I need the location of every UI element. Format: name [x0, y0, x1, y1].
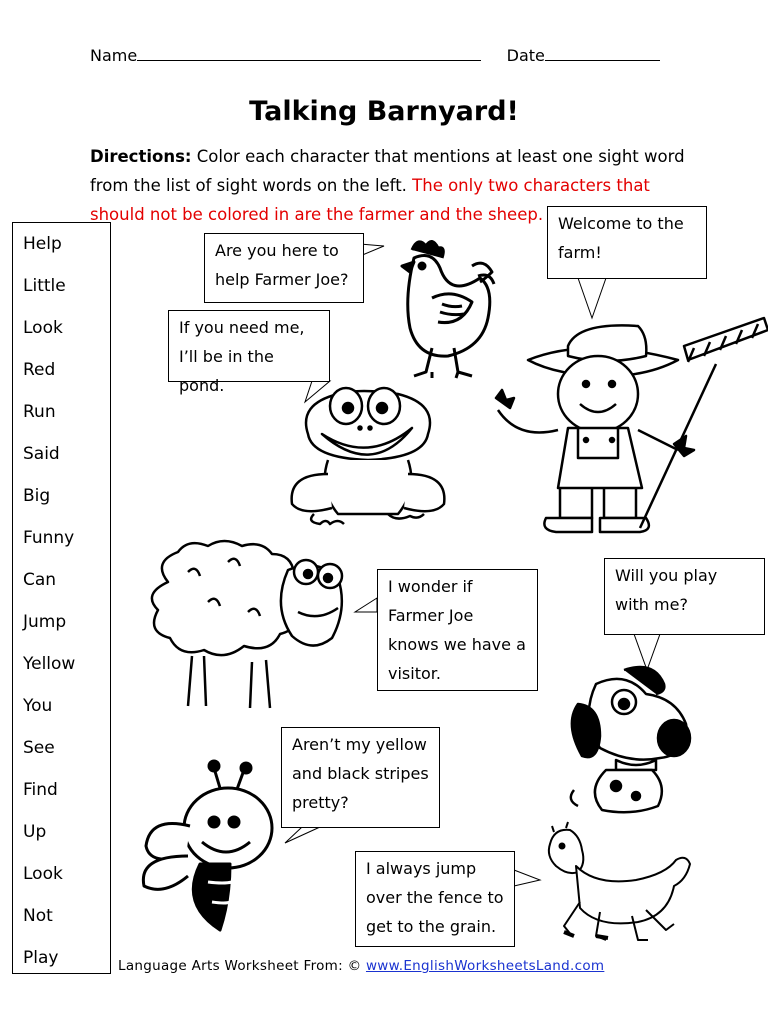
sight-word: Help — [23, 234, 62, 254]
directions-label: Directions: — [90, 147, 192, 166]
sight-word: Funny — [23, 528, 75, 548]
page-title: Talking Barnyard! — [249, 96, 519, 127]
bee-bubble: Aren’t my yellow and black stripes pretty? — [281, 727, 440, 828]
farmer-bubble-tail — [578, 278, 606, 318]
sight-word: You — [23, 696, 53, 716]
farmer-icon — [488, 318, 768, 548]
horse-bubble: I always jump over the fence to get to the grain. — [355, 851, 515, 947]
dog-bubble: Will you play with me? — [604, 558, 765, 635]
sight-word: Not — [23, 906, 53, 926]
bee-bubble-tail — [285, 827, 320, 843]
name-label: Name — [90, 46, 138, 65]
chicken-icon — [392, 236, 502, 386]
sight-word: Run — [23, 402, 56, 422]
directions-text: Color each character that mentions at least one sight word from the list of sight words on the left. — [90, 147, 685, 195]
sight-word: Jump — [23, 612, 67, 632]
sight-word: Red — [23, 360, 56, 380]
horse-icon — [536, 826, 696, 946]
sheep-bubble-tail — [355, 598, 377, 612]
sight-word: Can — [23, 570, 57, 590]
sight-word: Find — [23, 780, 58, 800]
sheep-bubble: I wonder if Farmer Joe knows we have a visitor. — [377, 569, 538, 691]
footer-text: Language Arts Worksheet From: © — [118, 958, 366, 974]
sight-word: Up — [23, 822, 47, 842]
dog-icon — [566, 664, 706, 818]
sight-word: Big — [23, 486, 51, 506]
date-label: Date — [506, 46, 545, 65]
sight-word: Play — [23, 948, 59, 968]
sight-word: Little — [23, 276, 66, 296]
farmer-bubble: Welcome to the farm! — [547, 206, 707, 279]
bee-icon — [130, 756, 280, 932]
footer — [118, 958, 604, 974]
sight-word: See — [23, 738, 55, 758]
frog-bubble: If you need me, I’ll be in the pond. — [168, 310, 330, 382]
sight-word: Look — [23, 318, 63, 338]
sight-word: Look — [23, 864, 63, 884]
sight-word: Said — [23, 444, 60, 464]
directions-warning: The only two characters that should not be colored in are the farmer and the sheep. — [90, 176, 650, 224]
frog-icon — [288, 384, 448, 530]
sheep-icon — [148, 542, 352, 710]
sight-word: Yellow — [23, 654, 76, 674]
footer-link[interactable]: www.EnglishWorksheetsLand.com — [365, 958, 605, 974]
chicken-bubble: Are you here to help Farmer Joe? — [204, 233, 364, 303]
